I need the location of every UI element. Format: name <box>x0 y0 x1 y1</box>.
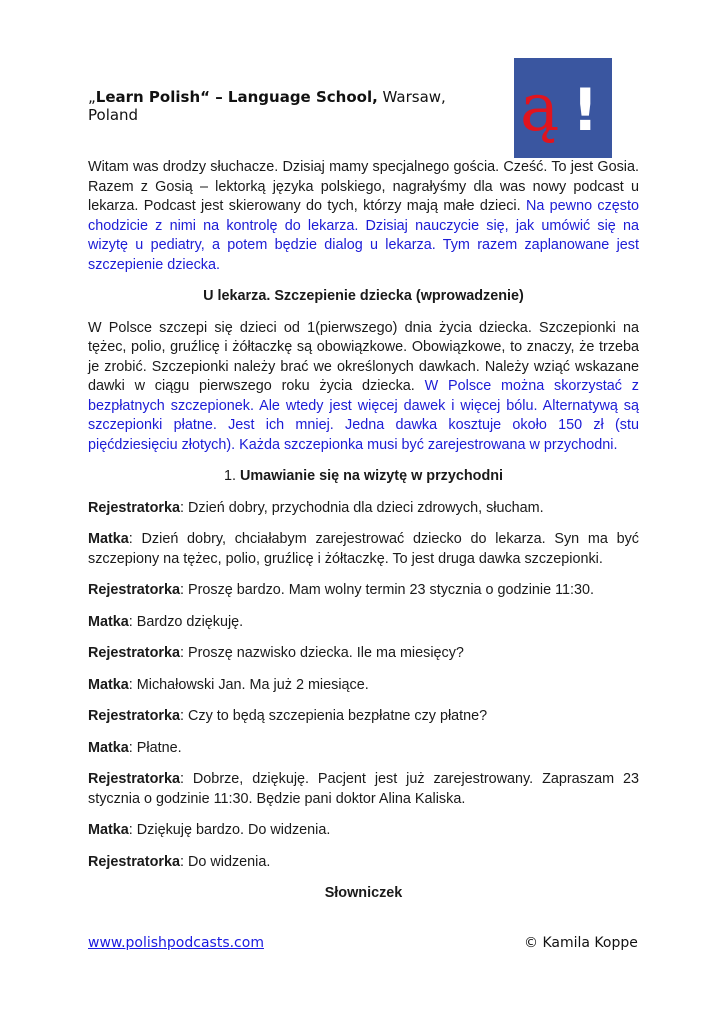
speaker-name: Matka <box>88 613 129 630</box>
dialog-text: : Proszę nazwisko dziecka. Ile ma miesięcy? <box>180 645 464 661</box>
speaker-name: Rejestratorka <box>88 853 180 870</box>
speaker-name: Rejestratorka <box>88 708 180 724</box>
section-number: 1. <box>223 468 240 484</box>
speaker-name: Matka <box>88 822 129 838</box>
dialog-line <box>88 770 639 809</box>
dialog-line <box>88 739 639 759</box>
vaccination-paragraph <box>88 319 639 456</box>
dialog-text: : Czy to będą szczepienia bezpłatne czy płatne? <box>180 708 488 724</box>
dialog-text: : Do widzenia. <box>180 853 271 870</box>
document-header <box>88 88 488 124</box>
glossary-heading: Słowniczek <box>324 885 403 901</box>
dialog-line <box>88 644 639 664</box>
intro-text: Witam was drodzy słuchacze. Dzisiaj mamy specjalnego gościa. Cześć. To jest Gosia. Razem z Gosią – lektorką języka polskiego, nagrałyśmy dla was nowy podcast u lekarza. Podcast jest skierowany do tych, którzy mają małe dzieci. <box>88 159 639 214</box>
vaccination-text: W Polsce szczepi się dzieci od 1(pierwszego) dnia życia dziecka. Szczepionki na tężec, polio, gruźlicę i żółtaczkę są obowiązkowe. Obowiązkowe, to znaczy, że trzeba je zrobić. Szczepionki należy brać we określonych dawkach. Należy wziąć wskazane dawki w ciągu pierwszego roku życia dziecka. <box>88 319 639 394</box>
logo-letter: ą <box>520 69 560 146</box>
dialog-line <box>88 821 639 841</box>
dialog-line <box>88 499 639 519</box>
speaker-name: Matka <box>88 739 129 756</box>
dialog-text: : Dobrze, dziękuję. Pacjent jest już zarejestrowany. Zapraszam 23 stycznia o godzinie 11:30. Będzie pani doktor Alina Kaliska. <box>88 771 639 807</box>
school-location: Warsaw, Poland <box>88 88 446 124</box>
school-logo <box>514 58 612 158</box>
speaker-name: Matka <box>88 531 129 547</box>
dialog-line <box>88 613 639 633</box>
dialog-text: : Michałowski Jan. Ma już 2 miesiące. <box>128 676 369 693</box>
dialog-text: : Proszę bardzo. Mam wolny termin 23 stycznia o godzinie 11:30. <box>180 582 595 598</box>
dialog-text: : Dzień dobry, chciałabym zarejestrować dziecko do lekarza. Syn ma być szczepiony na tężec, polio, gruźlicę i żółtaczkę. To jest druga dawka szczepionki. <box>88 531 639 567</box>
speaker-name: Matka <box>88 676 129 693</box>
section-heading-appointment <box>88 467 639 487</box>
dialog-line <box>88 853 639 873</box>
dialog-line <box>88 707 639 727</box>
document-body <box>88 158 639 916</box>
dialog-line <box>88 676 639 696</box>
speaker-name: Rejestratorka <box>88 499 180 516</box>
dialog-text: : Bardzo dziękuję. <box>128 613 244 630</box>
intro-paragraph <box>88 158 639 275</box>
school-name: Learn Polish“ – Language School, <box>95 88 378 106</box>
open-quote: „ <box>88 88 96 106</box>
logo-exclamation: ! <box>572 76 599 144</box>
section-heading-intro: U lekarza. Szczepienie dziecka (wprowadzenie) <box>203 288 524 304</box>
speaker-name: Rejestratorka <box>88 582 180 598</box>
speaker-name: Rejestratorka <box>88 771 180 787</box>
dialog-text: : Płatne. <box>128 739 182 756</box>
logo-graphic <box>514 58 612 158</box>
intro-highlight: Na pewno często chodzicie z nimi na kontrolę do lekarza. Dzisiaj nauczycie się, jak umówić się na wizytę u pediatry, a potem będzie dialog u lekarza. Tym razem zaplanowane jest szczepienie dziecka. <box>88 198 639 273</box>
dialog-line <box>88 530 639 569</box>
speaker-name: Rejestratorka <box>88 645 180 661</box>
vaccination-highlight: W Polsce można skorzystać z bezpłatnych szczepionek. Ale wtedy jest więcej dawek i więcej bólu. Alternatywą są szczepionki płatne. Jest ich mniej. Jedna dawka kosztuje około 150 zł (stu pięćdziesięciu złotych). Każda szczepionka musi być zarejestrowana w przychodni. <box>88 378 639 453</box>
section-title: Umawianie się na wizytę w przychodni <box>239 468 504 484</box>
dialog-text: : Dzień dobry, przychodnia dla dzieci zdrowych, słucham. <box>180 499 544 516</box>
website-link[interactable]: www.polishpodcasts.com <box>88 935 264 951</box>
dialog-line <box>88 581 639 601</box>
dialog-text: : Dziękuję bardzo. Do widzenia. <box>128 822 331 838</box>
copyright-notice: © Kamila Koppe <box>524 935 638 951</box>
